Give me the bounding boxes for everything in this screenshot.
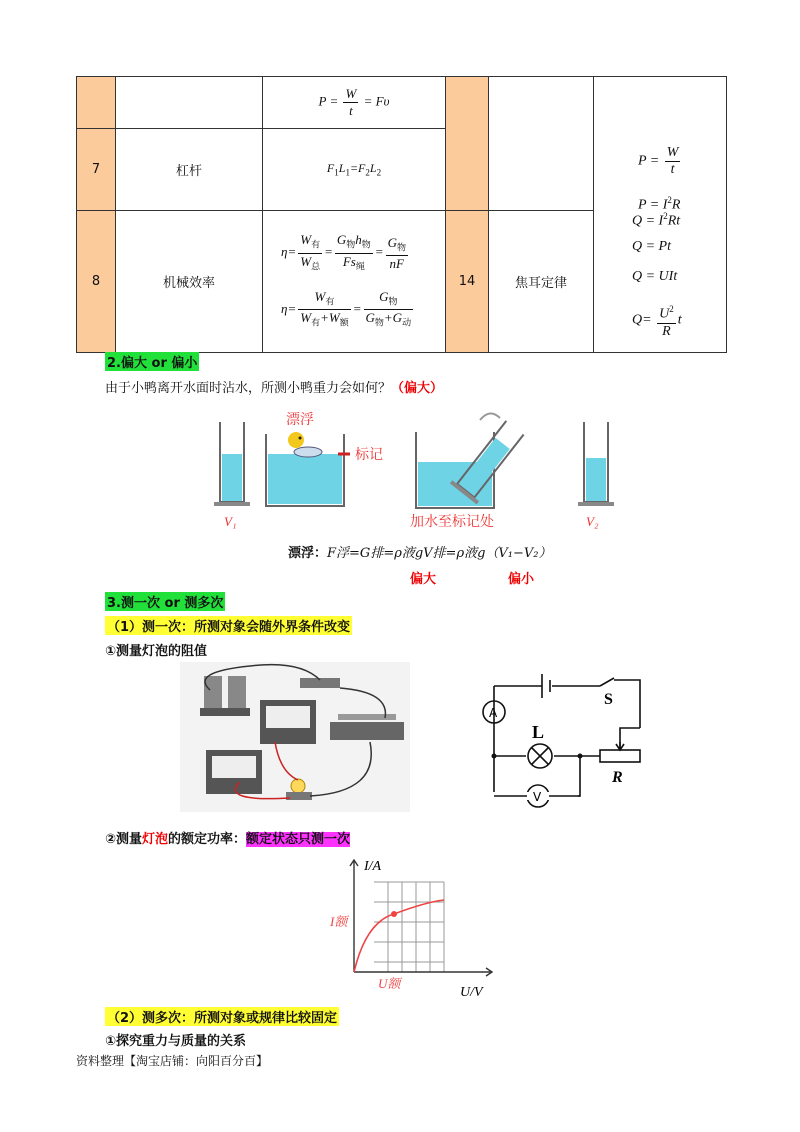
graph-i-rated: I额 — [330, 914, 348, 929]
graph-u-rated: U额 — [378, 976, 401, 991]
rheostat-label: R — [612, 769, 623, 786]
float-label: 漂浮 — [286, 412, 314, 428]
row-name: 焦耳定律 — [489, 211, 594, 353]
table-cell — [489, 77, 594, 211]
circuit-apparatus-figure — [180, 662, 410, 812]
bigger-label: 偏大 — [410, 572, 437, 587]
table-cell — [446, 77, 489, 211]
switch-label: S — [604, 691, 613, 708]
row-name: 杠杆 — [116, 129, 263, 211]
item2-text: ②测量 — [105, 832, 143, 847]
iu-graph — [326, 852, 506, 1002]
row-name: 机械效率 — [116, 211, 263, 353]
v1-label: V₁ — [224, 514, 237, 529]
section3-sub1: （1）测一次：所测对象会随外界条件改变 — [105, 616, 352, 635]
mark-label: 标记 — [355, 447, 383, 463]
graph-xlabel: U/V — [460, 985, 483, 1000]
graph-ylabel: I/A — [364, 859, 382, 874]
row-number: 8 — [77, 211, 116, 353]
v2-label: V₂ — [586, 514, 599, 529]
table-cell — [77, 77, 116, 129]
voltmeter-label: V — [533, 790, 542, 804]
item2-red-text: 灯泡 — [142, 832, 169, 847]
section3-sub2: （2）测多次：所测对象或规律比较固定 — [105, 1007, 339, 1026]
buoyancy-formula — [288, 542, 552, 561]
formula-text: F浮=G排=ρ液gV排=ρ液g（V₁−V₂） — [327, 546, 552, 561]
section2-question — [105, 377, 443, 396]
item2-highlight: 额定状态只测一次 — [246, 832, 351, 847]
formula-efficiency: η= $\frac{W_有}{W_总}$ = $\frac{G_物h_物}{Fs_绳}$ = $\frac{G_物}{nF}$ η= $\frac{W_有}{W_有+W_额}$ = $\frac{G_物}{G_物+G_动}$ — [263, 211, 446, 353]
duck-volume-figure — [200, 402, 620, 532]
formula-lever: $F_1L_1=F_2L_2$ — [263, 129, 446, 211]
footer: 资料整理【淘宝店铺：向阳百分百】 — [76, 1054, 269, 1068]
smaller-label: 偏小 — [508, 572, 535, 587]
table-cell — [116, 77, 263, 129]
row-number: 7 — [77, 129, 116, 211]
item2-text: 的额定功率： — [168, 832, 247, 847]
lamp-label: L — [532, 722, 545, 742]
question-text: 由于小鸭离开水面时沾水，所测小鸭重力会如何？ — [105, 381, 392, 396]
row-number: 14 — [446, 211, 489, 353]
add-water-label: 加水至标记处 — [410, 514, 494, 530]
formula-power: P = $\frac{W}{t}$ = Fυ — [263, 77, 446, 129]
section2-heading: 2.偏大 or 偏小 — [105, 352, 199, 371]
formula-table — [76, 76, 727, 353]
section3-heading: 3.测一次 or 测多次 — [105, 592, 225, 611]
joule-formulas-cell: P = $\frac{W}{t}$ $P = I^2R$ $Q = I^2Rt$ Q = Pt Q = UIt Q= $\frac{U^2}{R}$ t — [594, 77, 727, 353]
section3-item3: ①探究重力与质量的关系 — [105, 1034, 247, 1049]
answer-text: （偏大） — [391, 381, 444, 396]
circuit-diagram — [470, 668, 650, 808]
section3-item2 — [105, 828, 350, 847]
section3-item1: ①测量灯泡的阻值 — [105, 644, 208, 659]
formula-prefix: 漂浮： — [288, 546, 328, 561]
ammeter-label: A — [489, 706, 498, 720]
